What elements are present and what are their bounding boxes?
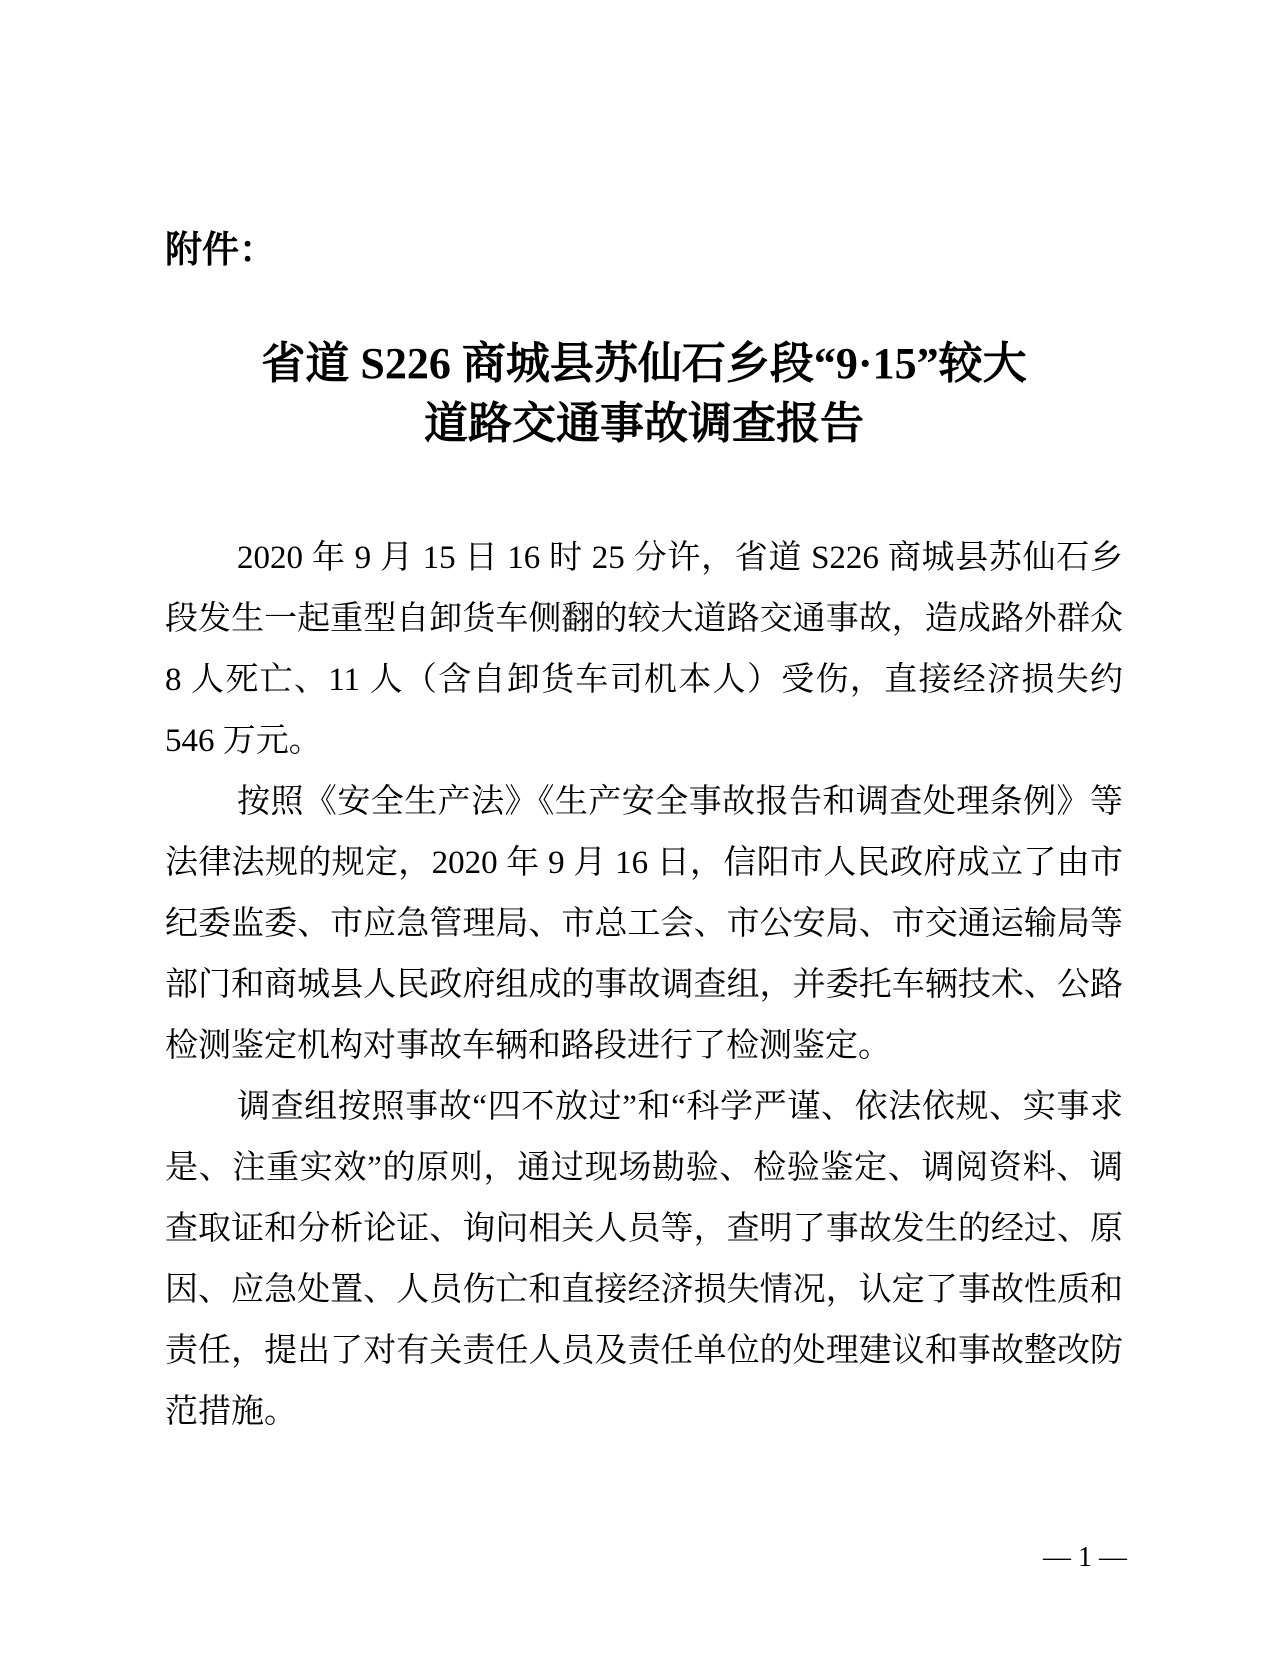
paragraph-investigation-setup: 按照《安全生产法》《生产安全事故报告和调查处理条例》等法律法规的规定，2020 年 9 月 16 日，信阳市人民政府成立了由市纪委监委、市应急管理局、市总工会、市公安局、市交通运输局等部门和商城县人民政府组成的事故调查组，并委托车辆技术、公路检测鉴定机构对事故车辆和路段进行了检测鉴定。 [165,784,1123,1064]
page-number: — 1 — [1043,1542,1127,1573]
report-body [165,528,1123,1443]
report-title-line2: 道路交通事故调查报告 [424,399,864,448]
report-title-line1: 省道 S226 商城县苏仙石乡段“9·15”较大 [261,339,1027,388]
report-title [165,334,1123,454]
paragraph-overview: 2020 年 9 月 15 日 16 时 25 分许，省道 S226 商城县苏仙石乡段发生一起重型自卸货车侧翻的较大道路交通事故，造成路外群众 8 人死亡、11 人（含自卸货车司机本人）受伤，直接经济损失约 546 万元。 [165,540,1123,759]
attachment-label: 附件： [165,230,276,271]
paragraph-investigation-principles: 调查组按照事故“四不放过”和“科学严谨、依法依规、实事求是、注重实效”的原则，通过现场勘验、检验鉴定、调阅资料、调查取证和分析论证、询问相关人员等，查明了事故发生的经过、原因、应急处置、人员伤亡和直接经济损失情况，认定了事故性质和责任，提出了对有关责任人员及责任单位的处理建议和事故整改防范措施。 [165,1089,1123,1430]
